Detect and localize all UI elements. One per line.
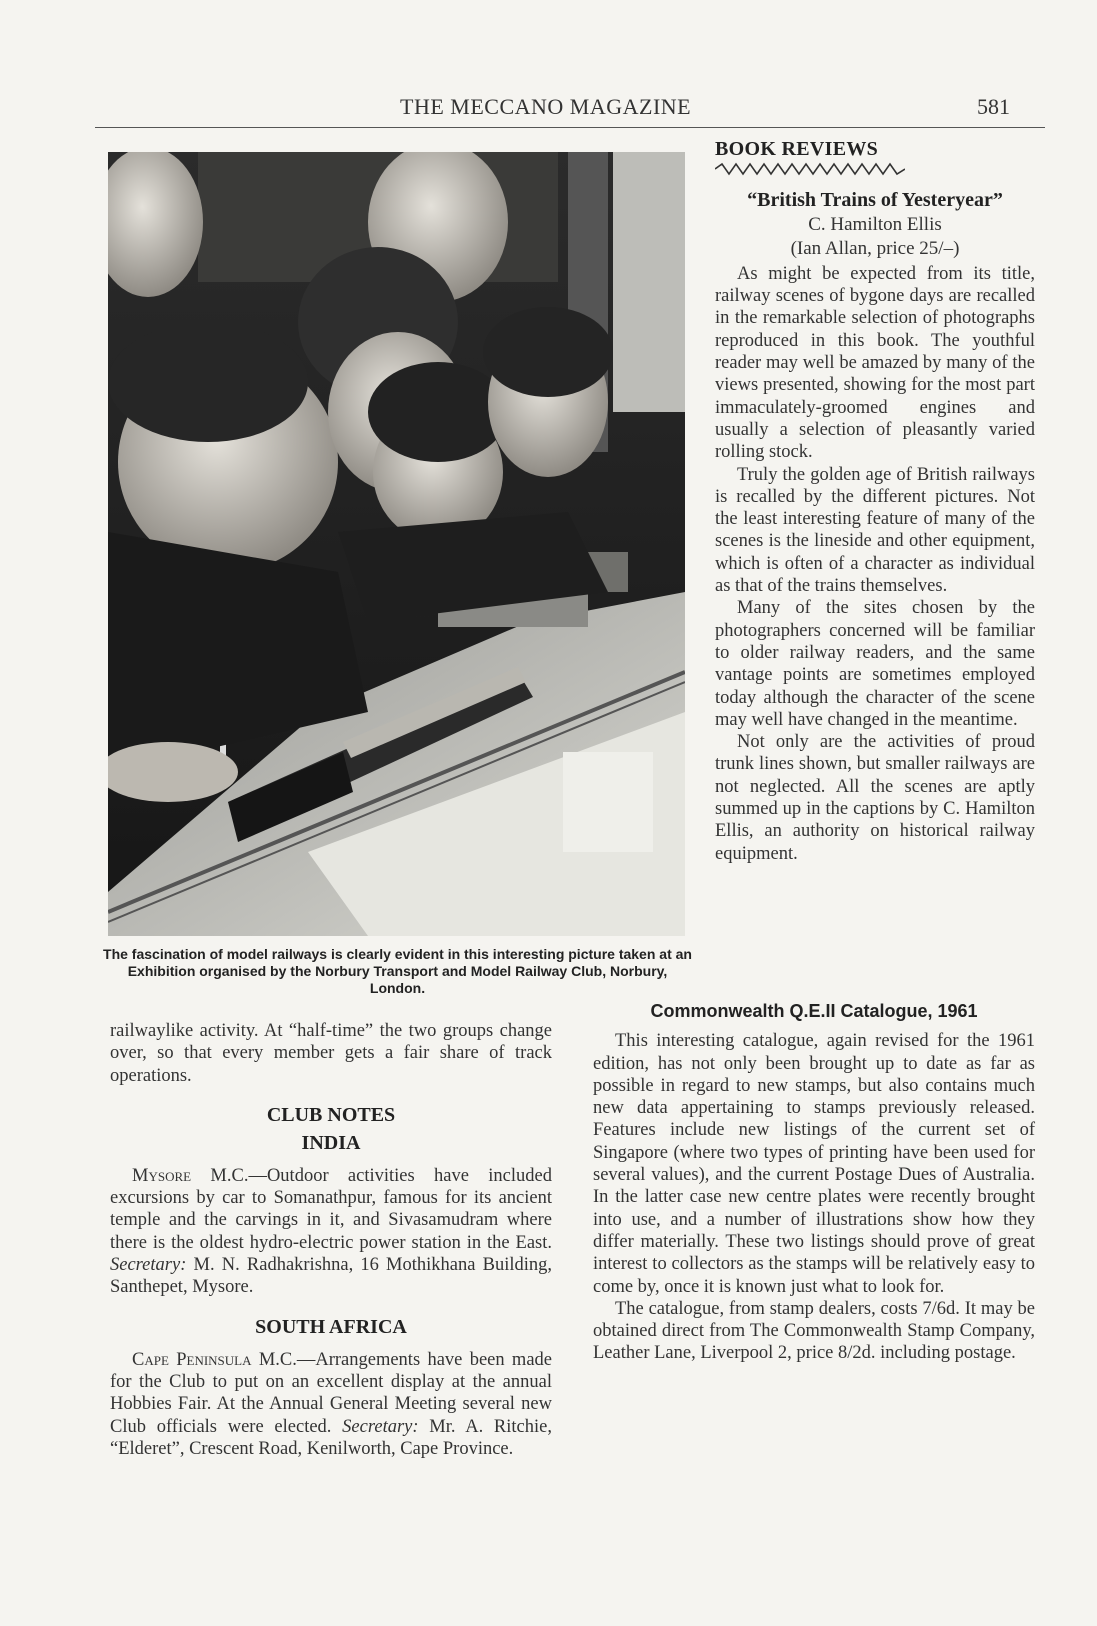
catalogue-review-column bbox=[593, 1001, 1035, 1365]
secretary-label: Secretary: bbox=[110, 1255, 187, 1276]
secretary-details: Mr. A. Ritchie, “Elderet”, Crescent Road, Kenilworth, Cape Province. bbox=[110, 1416, 552, 1459]
review2-paragraph: The catalogue, from stamp dealers, costs 7/6d. It may be obtained direct from The Commonwealth Stamp Company, Leather Lane, Liverpool 2, price 8/2d. including postage. bbox=[593, 1298, 1035, 1364]
review2-title: Commonwealth Q.E.II Catalogue, 1961 bbox=[650, 1001, 978, 1021]
south-africa-club-entry bbox=[110, 1349, 552, 1460]
wavy-rule-ornament bbox=[715, 162, 905, 176]
magazine-title: THE MECCANO MAGAZINE bbox=[400, 94, 692, 119]
review2-paragraph: This interesting catalogue, again revised for the 1961 edition, has not only been brought up to date as far as possible in regard to new stamps, but also contains much new data appertaining to stamps previously released. Features include new listings of the current set of Singapore (where two types of printing have been used for several values), and the current Postage Dues of Australia. In the latter case new centre plates were recently brought into use, and a number of illustrations show how they differ materially. These two listings should prove of great interest to collectors as the stamps will be relatively easy to come by, once it is known just what to look for. bbox=[593, 1031, 1035, 1297]
photo-illustration bbox=[108, 152, 685, 936]
review1-author: C. Hamilton Ellis bbox=[808, 213, 942, 235]
photo-caption: The fascination of model railways is clearly evident in this interesting picture taken at an Exhibition organised by the Norbury Transport and Model Railway Club, Norbury, London. bbox=[103, 946, 692, 996]
review1-paragraph: As might be expected from its title, railway scenes of bygone days are recalled in the remarkable selection of photographs reproduced in this book. The youthful reader may well be amazed by many of the views presented, showing for the most part immaculately-groomed engines and usually a selection of pleasantly varied rolling stock. bbox=[715, 263, 1035, 463]
india-heading: INDIA bbox=[301, 1131, 361, 1154]
india-club-entry bbox=[110, 1165, 552, 1299]
review1-title: “British Trains of Yesteryear” bbox=[747, 188, 1003, 211]
club-notes-heading: CLUB NOTES bbox=[266, 1103, 396, 1126]
club-name: Cape Peninsula bbox=[132, 1349, 252, 1370]
continued-paragraph: railwaylike activity. At “half-time” the two groups change over, so that every member gets a fair share of track operations. bbox=[110, 1021, 552, 1086]
running-header bbox=[95, 88, 1045, 128]
review1-paragraph: Not only are the activities of proud trunk lines shown, but smaller railways are not neglected. All the scenes are aptly summed up in the captions by C. Hamilton Ellis, an authority on historical railway equipment. bbox=[715, 732, 1035, 864]
club-name: Mysore bbox=[132, 1165, 192, 1186]
review1-paragraph: Many of the sites chosen by the photographers concerned will be familiar to older railway readers, and the same vantage points are sometimes employed today although the character of the scene may well have changed in the meantime. bbox=[715, 598, 1035, 730]
review1-paragraph: Truly the golden age of British railways is recalled by the different pictures. Not the least interesting feature of many of the scenes is the lineside and other equipment, which is often of a character as individual as that of the trains themselves. bbox=[715, 464, 1035, 597]
club-text: M.C.—Arrangements have been made for the Club to put on an excellent display at the annual Hobbies Fair. At the Annual General Meeting several new Club officials were elected. bbox=[110, 1349, 552, 1437]
south-africa-heading: SOUTH AFRICA bbox=[255, 1315, 407, 1338]
club-notes-column bbox=[110, 1020, 552, 1460]
photograph-model-railway bbox=[108, 152, 685, 936]
page-number: 581 bbox=[977, 94, 1010, 119]
club-text: M.C.—Outdoor activities have included excursions by car to Somanathpur, famous for its ancient temple and the carvings in it, and Sivasamudram where there is the oldest hydro-electric power station in the East. bbox=[110, 1165, 552, 1253]
book-reviews-column bbox=[715, 138, 1035, 865]
review1-publisher: (Ian Allan, price 25/–) bbox=[790, 237, 960, 259]
secretary-details: M. N. Radhakrishna, 16 Mothikhana Building, Santhepet, Mysore. bbox=[110, 1255, 552, 1298]
secretary-label: Secretary: bbox=[342, 1416, 419, 1437]
book-reviews-heading: BOOK REVIEWS bbox=[715, 138, 879, 160]
